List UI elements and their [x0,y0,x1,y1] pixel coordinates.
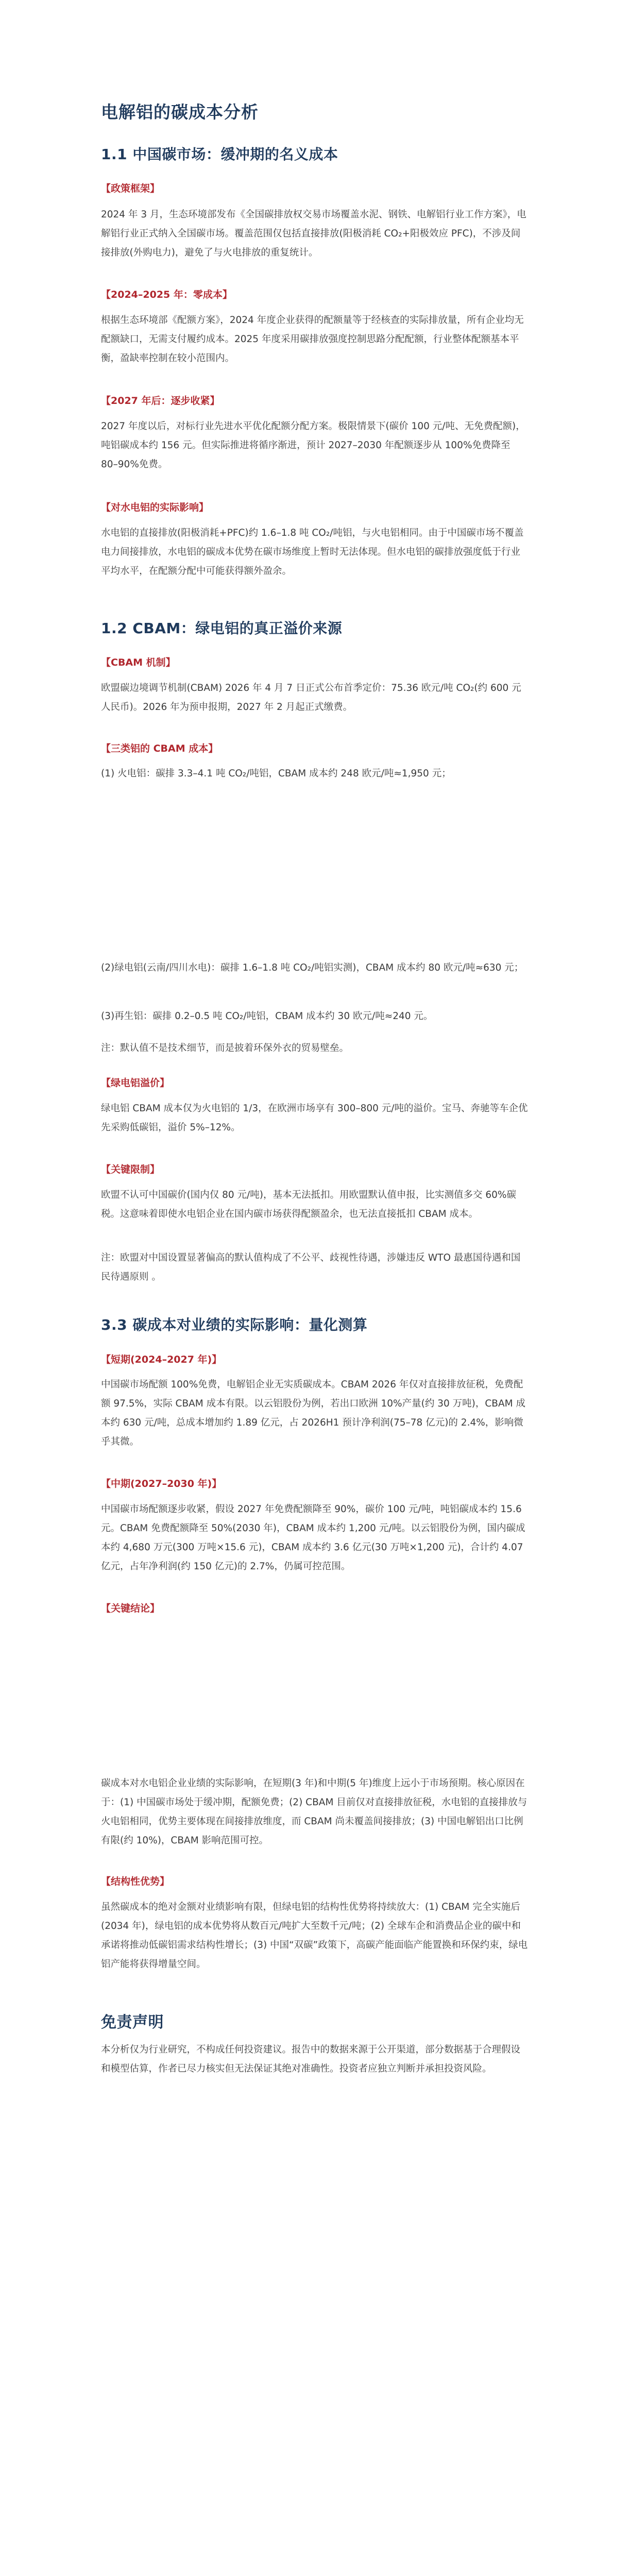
list-item-recycled: (3)再生铝：碳排 0.2–0.5 吨 CO₂/吨铝，CBAM 成本约 30 欧元/吨≈240 元。 [101,1011,433,1022]
section-heading-3-3: 3.3 碳成本对业绩的实际影响：量化测算 [101,1316,368,1333]
blank-area [101,804,529,958]
tag-green-premium: 【绿电铝溢价】 [101,1077,170,1089]
disclaimer-heading: 免责声明 [101,2013,164,2031]
para-cbam-mechanism: 欧盟碳边境调节机制(CBAM) 2026 年 4 月 7 日正式公布首季定价：75.36 欧元/吨 CO₂(约 600 元人民币)。2026 年为预申报期，2027 年 2 月起正式缴费。 [101,683,521,713]
tag-key-conclusion: 【关键结论】 [101,1603,160,1614]
para-hydro-impact: 水电铝的直接排放(阳极消耗+PFC)约 1.6–1.8 吨 CO₂/吨铝，与火电铝相同。由于中国碳市场不覆盖电力间接排放，水电铝的碳成本优势在碳市场维度上暂时无法体现。但水电铝的碳排放强度低于行业平均水平，在配额分配中可能获得额外盈余。 [101,528,524,577]
tag-cbam-mechanism: 【CBAM 机制】 [101,657,176,668]
para-tightening: 2027 年度以后，对标行业先进水平优化配额分配方案。极限情景下(碳价 100 元/吨、无免费配额)，吨铝碳成本约 156 元。但实际推进将循序渐进，预计 2027–2030 年配额逐步从 100%免费降至 80–90%免费。 [101,421,525,470]
para-mid-term: 中国碳市场配额逐步收紧，假设 2027 年免费配额降至 90%，碳价 100 元/吨，吨铝碳成本约 15.6 元。CBAM 免费配额降至 50%(2030 年)，CBAM 成本约 1,200 元/吨。以云铝股份为例，国内碳成本约 4,680 万元(300 万吨×15.6 元)，CBAM 成本约 3.6 亿元(30 万吨×1,200 元)，合计约 4.07 亿元，占年净利润(约 150 亿元)的 2.7%，仍属可控范围。 [101,1504,525,1572]
para-zero-cost: 根据生态环境部《配额方案》，2024 年度企业获得的配额量等于经核查的实际排放量，所有企业均无配额缺口，无需支付履约成本。2025 年度采用碳排放强度控制思路分配配额，行业整体配额基本平衡，盈缺率控制在较小范围内。 [101,315,524,364]
note-default-value: 注：默认值不是技术细节，而是披着环保外衣的贸易壁垒。 [101,1043,349,1054]
para-green-premium: 绿电铝 CBAM 成本仅为火电铝的 1/3，在欧洲市场享有 300–800 元/吨的溢价。宝马、奔驰等车企优先采购低碳铝，溢价 5%–12%。 [101,1103,528,1133]
para-policy: 2024 年 3 月，生态环境部发布《全国碳排放权交易市场覆盖水泥、钢铁、电解铝行业工作方案》，电解铝行业正式纳入全国碳市场。覆盖范围仅包括直接排放(阳极消耗 CO₂+阳极效应 PFC)，不涉及间接排放(外购电力)，避免了与火电排放的重复统计。 [101,209,526,258]
para-short-term: 中国碳市场配额 100%免费，电解铝企业无实质碳成本。CBAM 2026 年仅对直接排放征税，免费配额 97.5%，实际 CBAM 成本有限。以云铝股份为例，若出口欧洲 10%产量(约 30 万吨)，CBAM 成本约 630 元/吨，总成本增加约 1.89 亿元，占 2026H1 预计净利润(75–78 亿元)的 2.4%，影响微乎其微。 [101,1379,525,1447]
tag-zero-cost: 【2024–2025 年：零成本】 [101,289,232,300]
para-key-conclusion: 碳成本对水电铝企业业绩的实际影响，在短期(3 年)和中期(5 年)维度上远小于市场预期。核心原因在于：(1) 中国碳市场处于缓冲期，配额免费；(2) CBAM 目前仅对直接排放征税，水电铝的直接排放与火电铝相同，优势主要体现在间接排放维度，而 CBAM 尚未覆盖间接排放；(3) 中国电解铝出口比例有限(约 10%)，CBAM 影响范围可控。 [101,1778,527,1846]
section-heading-1-1: 1.1 中国碳市场：缓冲期的名义成本 [101,146,338,163]
para-key-limitation: 欧盟不认可中国碳价(国内仅 80 元/吨)，基本无法抵扣。用欧盟默认值申报，比实测值多交 60%碳税。这意味着即使水电铝企业在国内碳市场获得配额盈余，也无法直接抵扣 CBAM 成本。 [101,1190,516,1219]
tag-mid-term: 【中期(2027–2030 年)】 [101,1478,222,1489]
page-title: 电解铝的碳成本分析 [101,102,259,122]
tag-structural-advantage: 【结构性优势】 [101,1876,170,1887]
note-wto: 注：欧盟对中国设置显著偏高的默认值构成了不公平、歧视性待遇，涉嫌违反 WTO 最惠国待遇和国民待遇原则 。 [101,1252,521,1282]
tag-tightening: 【2027 年后：逐步收紧】 [101,395,220,406]
tag-short-term: 【短期(2024–2027 年)】 [101,1354,222,1365]
section-heading-1-2: 1.2 CBAM：绿电铝的真正溢价来源 [101,620,343,637]
blank-area-2 [101,1623,529,1772]
para-structural-advantage: 虽然碳成本的绝对金额对业绩影响有限，但绿电铝的结构性优势将持续放大：(1) CBAM 完全实施后(2034 年)，绿电铝的成本优势将从数百元/吨扩大至数千元/吨；(2) 全球车企和消费品企业的碳中和承诺将推动低碳铝需求结构性增长；(3) 中国“双碳”政策下，高碳产能面临产能置换和环保约束，绿电铝产能将获得增量空间。 [101,1902,528,1970]
tag-three-aluminum: 【三类铝的 CBAM 成本】 [101,743,218,754]
tag-policy: 【政策框架】 [101,183,160,194]
list-item-green: (2)绿电铝(云南/四川水电)：碳排 1.6–1.8 吨 CO₂/吨铝实测)，CBAM 成本约 80 欧元/吨≈630 元； [101,962,524,973]
list-item-thermal: (1) 火电铝：碳排 3.3–4.1 吨 CO₂/吨铝，CBAM 成本约 248 欧元/吨≈1,950 元； [101,768,451,779]
tag-hydro-impact: 【对水电铝的实际影响】 [101,502,209,513]
tag-key-limitation: 【关键限制】 [101,1164,160,1175]
disclaimer-text: 本分析仅为行业研究，不构成任何投资建议。报告中的数据来源于公开渠道，部分数据基于合理假设和模型估算，作者已尽力核实但无法保证其绝对准确性。投资者应独立判断并承担投资风险。 [101,2044,521,2074]
